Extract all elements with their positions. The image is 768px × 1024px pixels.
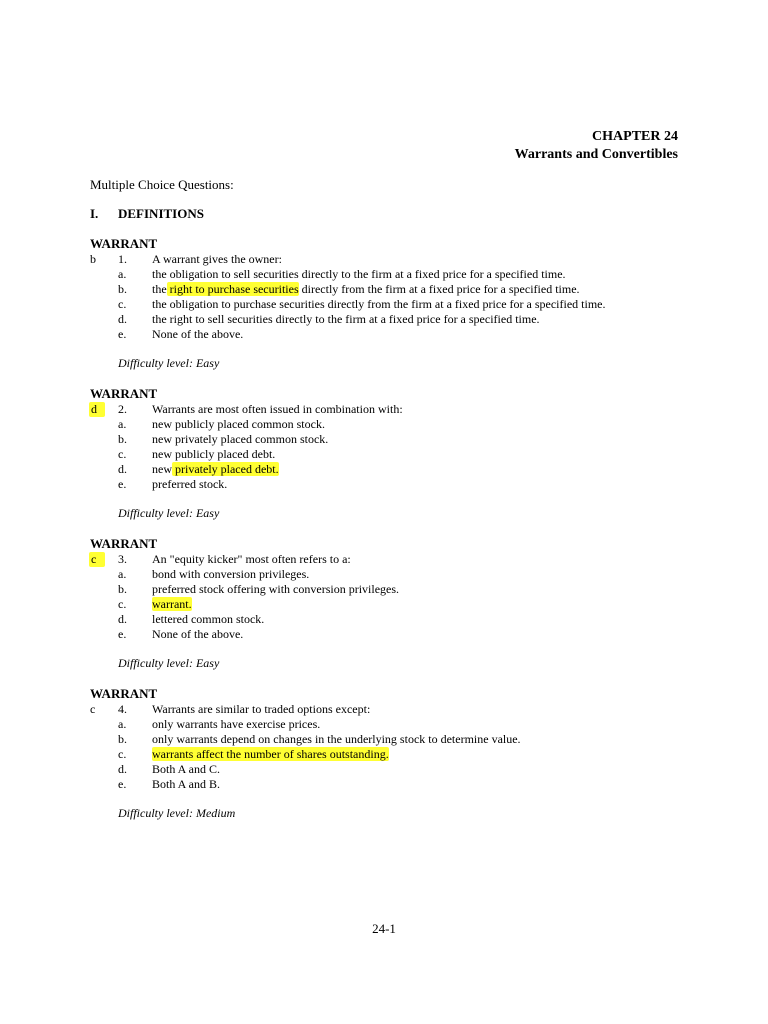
difficulty-level: Difficulty level: Medium xyxy=(118,806,236,820)
answer-key: c xyxy=(89,552,105,567)
option-text-part: only warrants depend on changes in the underlying stock to determine value. xyxy=(152,732,521,746)
difficulty-level: Difficulty level: Easy xyxy=(118,656,220,670)
option-label: c. xyxy=(118,447,127,461)
question-text: A warrant gives the owner: xyxy=(152,252,282,266)
option-label: a. xyxy=(118,267,127,281)
option-text xyxy=(152,432,328,447)
option-text xyxy=(152,567,309,582)
highlighted-answer: right to purchase securities xyxy=(166,282,299,296)
option-text-part: bond with conversion privileges. xyxy=(152,567,310,581)
option-text xyxy=(152,582,399,597)
option-label: b. xyxy=(118,732,127,746)
option-label: c. xyxy=(118,297,127,311)
question-topic: WARRANT xyxy=(90,386,158,401)
option-text-part: new publicly placed debt. xyxy=(152,447,276,461)
difficulty-level: Difficulty level: Easy xyxy=(118,356,220,370)
option-text xyxy=(152,627,243,642)
option-label: b. xyxy=(118,432,127,446)
highlighted-answer: privately placed debt. xyxy=(172,462,279,476)
question-text: Warrants are similar to traded options except: xyxy=(152,702,371,716)
option-text xyxy=(152,747,389,762)
option-label: e. xyxy=(118,327,127,341)
question-number: 2. xyxy=(118,402,127,416)
question-text: Warrants are most often issued in combination with: xyxy=(152,402,403,416)
option-text xyxy=(152,267,566,282)
question-topic: WARRANT xyxy=(90,686,158,701)
chapter-number: CHAPTER 24 xyxy=(592,129,678,144)
question-4 xyxy=(0,686,768,836)
option-text-part: Both A and B. xyxy=(152,777,221,791)
option-text-part: the right to sell securities directly to the firm at a fixed price for a specified time. xyxy=(152,312,540,326)
question-number: 4. xyxy=(118,702,127,716)
answer-key: b xyxy=(90,252,96,266)
option-text-part: new xyxy=(152,462,172,476)
section-title: DEFINITIONS xyxy=(118,206,204,221)
option-text-part: preferred stock offering with conversion privileges. xyxy=(152,582,400,596)
option-text-part: new privately placed common stock. xyxy=(152,432,329,446)
option-text xyxy=(152,477,227,492)
chapter-title: Warrants and Convertibles xyxy=(514,147,678,162)
option-label: b. xyxy=(118,282,127,296)
option-text-part: only warrants have exercise prices. xyxy=(152,717,321,731)
option-text xyxy=(152,447,275,462)
difficulty-level: Difficulty level: Easy xyxy=(118,506,220,520)
option-label: c. xyxy=(118,747,127,761)
answer-key: d xyxy=(89,402,105,417)
option-text xyxy=(152,717,320,732)
question-topic: WARRANT xyxy=(90,236,158,251)
question-list xyxy=(0,236,768,836)
option-label: d. xyxy=(118,612,127,626)
page-number: 24-1 xyxy=(372,921,396,936)
option-text xyxy=(152,777,220,792)
chapter-heading xyxy=(515,128,678,164)
highlighted-answer: warrant. xyxy=(152,597,192,611)
option-text-part: None of the above. xyxy=(152,627,244,641)
option-label: c. xyxy=(118,597,127,611)
option-text-part: the xyxy=(152,282,167,296)
question-1 xyxy=(0,236,768,386)
option-label: a. xyxy=(118,717,127,731)
answer-key: c xyxy=(90,702,96,716)
option-text xyxy=(152,612,264,627)
question-number: 3. xyxy=(118,552,127,566)
option-text xyxy=(152,327,243,342)
option-label: a. xyxy=(118,567,127,581)
option-text-part: preferred stock. xyxy=(152,477,228,491)
highlighted-answer: warrants affect the number of shares outstanding. xyxy=(152,747,389,761)
option-text xyxy=(152,417,325,432)
option-text-part: None of the above. xyxy=(152,327,244,341)
option-text xyxy=(152,462,279,477)
option-text xyxy=(152,282,580,297)
section-heading xyxy=(90,206,204,222)
option-text-part: the obligation to sell securities directly to the firm at a fixed price for a specified time. xyxy=(152,267,566,281)
option-text xyxy=(152,597,192,612)
option-label: b. xyxy=(118,582,127,596)
option-label: e. xyxy=(118,627,127,641)
option-text-part: directly from the firm at a fixed price for a specified time. xyxy=(298,282,580,296)
option-label: d. xyxy=(118,462,127,476)
question-2 xyxy=(0,386,768,536)
question-number: 1. xyxy=(118,252,127,266)
section-number: I. xyxy=(90,206,99,221)
option-label: e. xyxy=(118,477,127,491)
option-text-part: the obligation to purchase securities directly from the firm at a fixed price for a specified time. xyxy=(152,297,606,311)
option-label: d. xyxy=(118,312,127,326)
question-topic: WARRANT xyxy=(90,536,158,551)
option-text-part: Both A and C. xyxy=(152,762,221,776)
option-label: d. xyxy=(118,762,127,776)
option-text xyxy=(152,762,220,777)
option-text-part: new publicly placed common stock. xyxy=(152,417,325,431)
option-label: e. xyxy=(118,777,127,791)
intro-text: Multiple Choice Questions: xyxy=(90,177,234,192)
question-3 xyxy=(0,536,768,686)
option-text xyxy=(152,732,521,747)
option-text-part: lettered common stock. xyxy=(152,612,265,626)
option-label: a. xyxy=(118,417,127,431)
option-text xyxy=(152,297,606,312)
option-text xyxy=(152,312,540,327)
question-text: An "equity kicker" most often refers to a: xyxy=(152,552,351,566)
